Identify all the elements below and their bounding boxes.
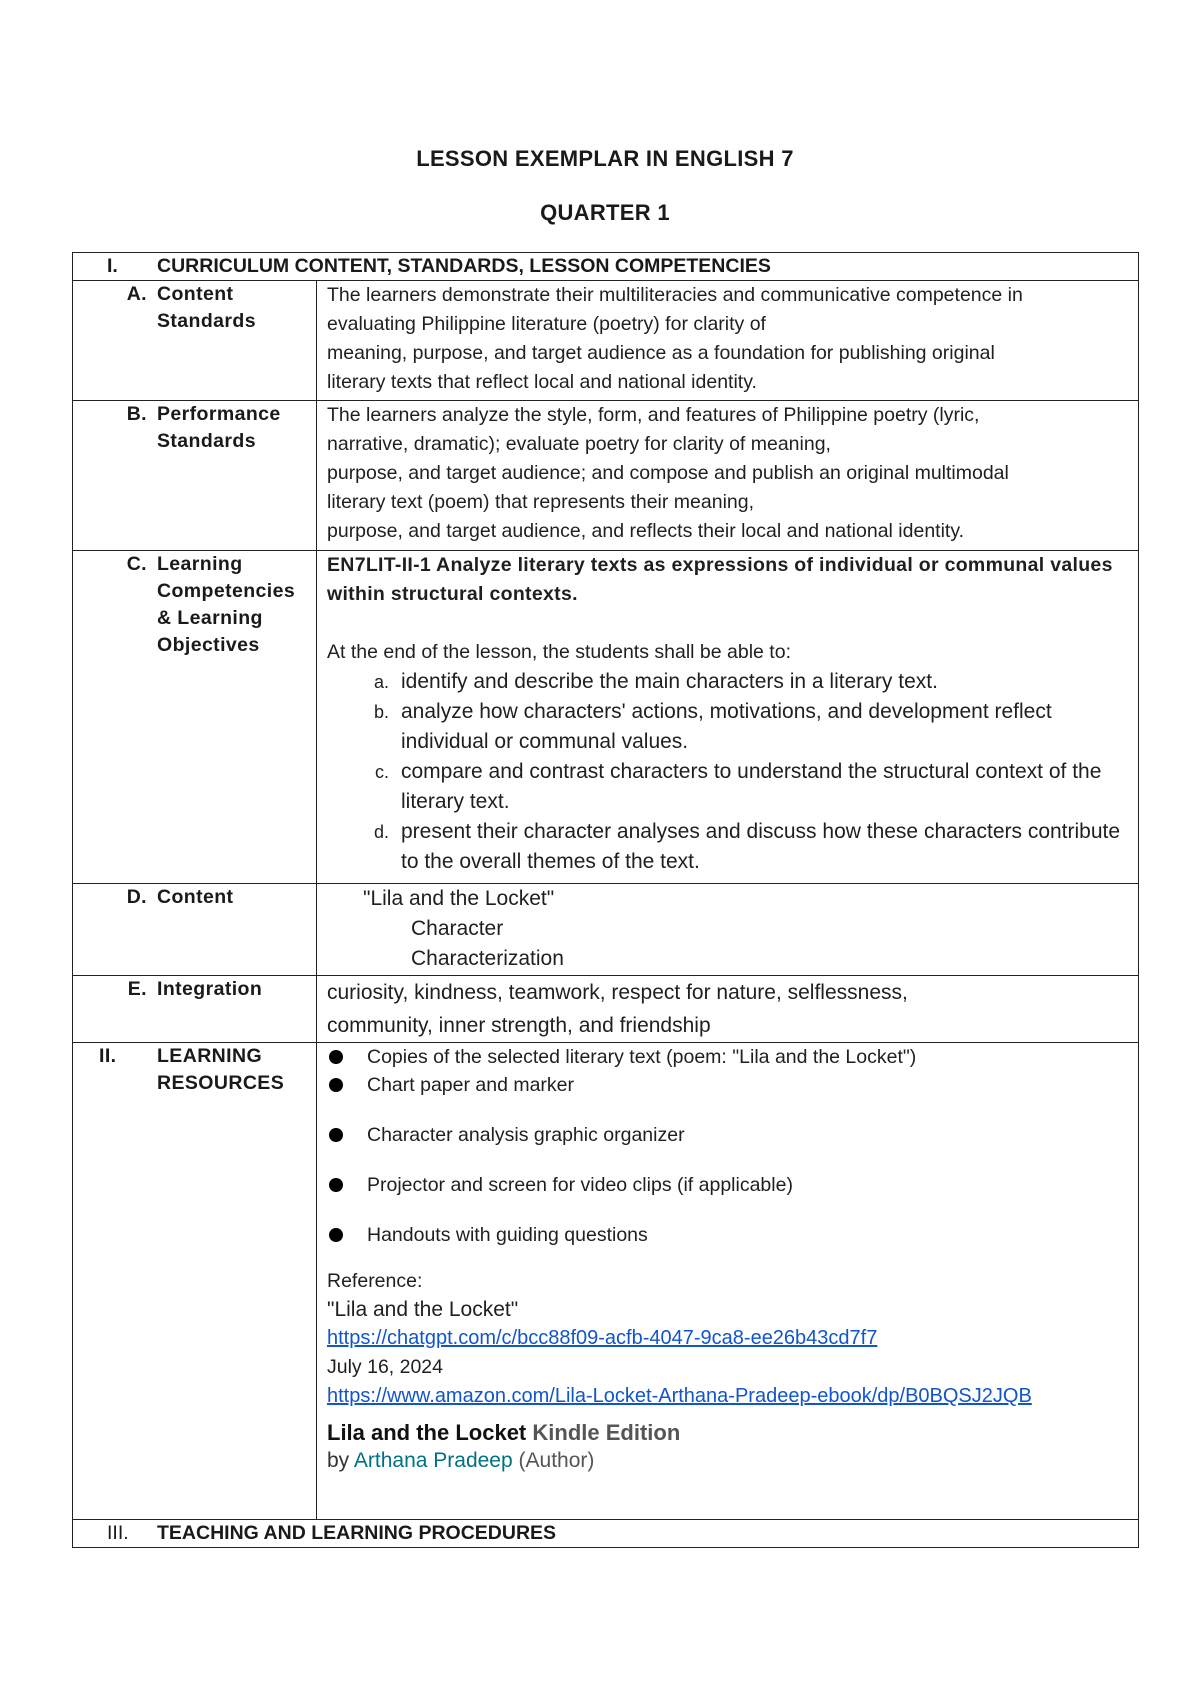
author-by: by (327, 1449, 350, 1472)
row-a-label: Content Standards (157, 283, 256, 332)
bullet-icon (329, 1178, 343, 1192)
author-name[interactable]: Arthana Pradeep (353, 1449, 513, 1472)
resources-list (327, 1043, 1130, 1249)
document-title: LESSON EXEMPLAR IN ENGLISH 7 (416, 146, 794, 171)
section-1-heading: CURRICULUM CONTENT, STANDARDS, LESSON COMPETENCIES (157, 255, 771, 277)
lesson-table (72, 252, 1139, 1548)
list-item: Copies of the selected literary text (poem: "Lila and the Locket") (327, 1043, 1130, 1071)
reference-link-amazon[interactable]: https://www.amazon.com/Lila-Locket-Arthana-Pradeep-ebook/dp/B0BQSJ2JQB (327, 1385, 1032, 1407)
row-c-letter: C. (126, 553, 147, 575)
bullet-icon (329, 1050, 343, 1064)
row-e-label: Integration (157, 978, 263, 1000)
row-a-letter: A. (126, 283, 147, 305)
book-edition: Kindle Edition (532, 1420, 681, 1445)
list-item: Character analysis graphic organizer (327, 1121, 1130, 1149)
performance-standards-line: purpose, and target audience, and reflects their local and national identity. (327, 520, 965, 542)
content-standards-row (73, 281, 1139, 401)
performance-standards-line: narrative, dramatic); evaluate poetry for clarity of meaning, (327, 433, 831, 455)
bullet-icon (329, 1228, 343, 1242)
reference-link-chatgpt[interactable]: https://chatgpt.com/c/bcc88f09-acfb-4047-9ca8-ee26b43cd7f7 (327, 1327, 878, 1349)
section-2-numeral: II. (99, 1045, 117, 1067)
list-item: a. identify and describe the main characters in a literary text. (373, 670, 938, 693)
list-item: Projector and screen for video clips (if applicable) (327, 1171, 1130, 1199)
section-1-header-row (73, 253, 1139, 281)
book-title-line (327, 1419, 1130, 1447)
reference-label: Reference: (327, 1270, 423, 1292)
integration-line: community, inner strength, and friendship (327, 1014, 711, 1037)
content-standards-line: meaning, purpose, and target audience as a foundation for publishing original (327, 342, 995, 364)
book-title: Lila and the Locket (327, 1420, 527, 1445)
performance-standards-row (73, 401, 1139, 551)
content-item: Character (411, 917, 504, 940)
performance-standards-line: literary text (poem) that represents their meaning, (327, 491, 755, 513)
reference-date: July 16, 2024 (327, 1356, 444, 1378)
section-2-label: LEARNING RESOURCES (157, 1045, 285, 1094)
author-role: (Author) (518, 1449, 595, 1472)
content-title: "Lila and the Locket" (363, 887, 555, 910)
objectives-intro: At the end of the lesson, the students shall be able to: (327, 641, 791, 663)
content-standards-line: literary texts that reflect local and national identity. (327, 371, 757, 393)
reference-block (327, 1267, 1130, 1475)
objectives-list (327, 667, 1130, 877)
bullet-icon (329, 1078, 343, 1092)
row-b-letter: B. (126, 403, 147, 425)
content-standards-line: evaluating Philippine literature (poetry) for clarity of (327, 313, 766, 335)
content-item: Characterization (411, 947, 564, 970)
integration-line: curiosity, kindness, teamwork, respect for nature, selflessness, (327, 981, 908, 1004)
competency-code: EN7LIT-II-1 Analyze literary texts as expressions of individual or communal values within structural contexts. (327, 554, 1113, 605)
list-item: Handouts with guiding questions (327, 1221, 1130, 1249)
row-d-letter: D. (126, 886, 147, 908)
list-item: d. present their character analyses and discuss how these characters contribute to the overall themes of the text. (373, 820, 1121, 873)
content-standards-line: The learners demonstrate their multiliteracies and communicative competence in (327, 284, 1023, 306)
performance-standards-line: The learners analyze the style, form, and features of Philippine poetry (lyric, (327, 404, 980, 426)
section-3-numeral: III. (107, 1522, 129, 1544)
document-subtitle: QUARTER 1 (540, 200, 670, 225)
row-e-letter: E. (127, 978, 147, 1000)
row-b-label: Performance Standards (157, 403, 281, 452)
bullet-icon (329, 1128, 343, 1142)
list-item: c. compare and contrast characters to understand the structural context of the literary text. (374, 760, 1102, 813)
performance-standards-line: purpose, and target audience; and compose and publish an original multimodal (327, 462, 1009, 484)
list-item: Chart paper and marker (327, 1071, 1130, 1099)
content-row (73, 884, 1139, 976)
row-d-label: Content (157, 886, 234, 908)
row-c-label: Learning Competencies & Learning Objectives (157, 553, 296, 656)
learning-resources-row (73, 1043, 1139, 1520)
section-1-numeral: I. (107, 255, 118, 277)
author-line (327, 1447, 1130, 1475)
section-3-header-row (73, 1520, 1139, 1548)
learning-competencies-row (73, 551, 1139, 884)
section-3-heading: TEACHING AND LEARNING PROCEDURES (157, 1522, 557, 1544)
integration-row (73, 976, 1139, 1043)
list-item: b. analyze how characters' actions, motivations, and development reflect individual or communal values. (373, 700, 1052, 753)
reference-title: "Lila and the Locket" (327, 1298, 519, 1321)
